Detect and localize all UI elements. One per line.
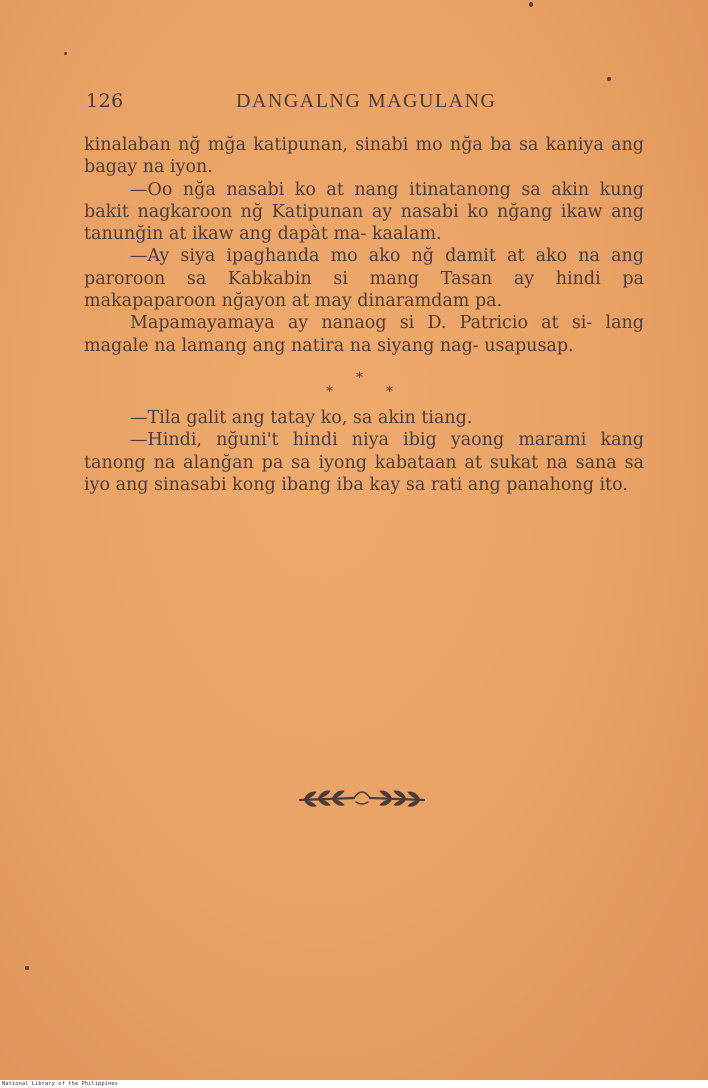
footer-credit: National Library of the Philippines — [0, 1080, 708, 1088]
asterisk: * — [386, 383, 393, 400]
body-text — [84, 134, 644, 496]
paragraph-5: —Tila galit ang tatay ko, sa akin tiang. — [130, 407, 473, 428]
paragraph-3: —Ay siya ipaghanda mo ako nğ damit at ako na ang paroroon sa Kabkabin si mang Tasan ay hindi pa makapaparoon nğayon at may dinaramdam pa. — [84, 246, 644, 312]
paragraph-2: —Oo nğa nasabi ko at nang itinatanong sa akin kung bakit nagkaroon nğ Katipunan ay nasabi ko nğang ikaw ang tanunğin at ikaw ang dapàt ma- kaalam. — [84, 179, 644, 245]
page-number: 126 — [86, 90, 124, 112]
asterisk: * — [326, 383, 333, 400]
section-break-asterism — [84, 357, 644, 407]
paragraph-1: kinalaban nğ mğa katipunan, sinabi mo nğa ba sa kaniya ang bagay na iyon. — [84, 135, 644, 178]
paragraph-6: —Hindi, nğuni't hindi niya ibig yaong marami kang tanong na alanğan pa sa iyong kabataan at sukat na sana sa iyo ang sinasabi kong ibang iba kay sa rati ang panahong ito. — [84, 430, 644, 495]
paragraph-4: Mapamayamaya ay nanaog si D. Patricio at si- lang magale na lamang ang natira na siyang nag- usapusap. — [84, 313, 644, 356]
running-title: DANGALNG MAGULANG — [236, 90, 497, 112]
running-head — [86, 90, 646, 116]
asterisk: * — [356, 369, 363, 386]
fleuron-ornament-icon — [296, 786, 428, 816]
